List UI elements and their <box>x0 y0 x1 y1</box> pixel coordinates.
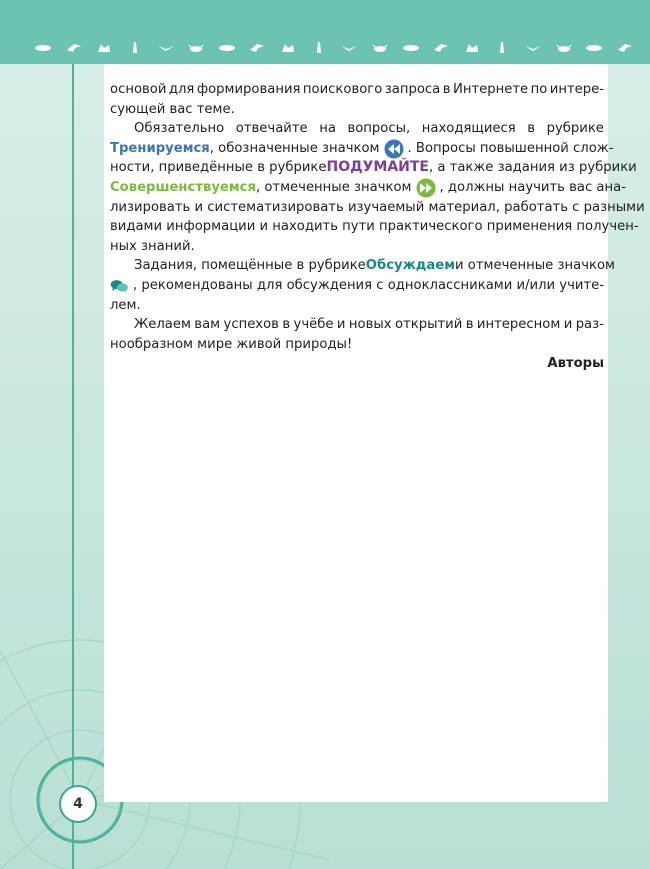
text-span: , отмеченные значком <box>255 179 412 195</box>
signature-line <box>110 354 604 374</box>
p1-line1 <box>110 80 604 100</box>
text-span: видами информации и находить пути практического применения получен- <box>110 219 639 235</box>
crab-icon <box>187 40 205 54</box>
word: учёбе <box>293 317 334 333</box>
text-span: ных знаний. <box>110 238 195 254</box>
word: успехов <box>223 317 279 333</box>
rubric-think: ПОДУМАЙТЕ <box>326 159 429 176</box>
text-span: нообразном мире живой природы! <box>110 336 353 352</box>
ant-icon <box>585 40 603 54</box>
text-span: ности, приведённые в рубрике <box>110 160 327 176</box>
fly-icon <box>524 40 542 54</box>
beetle-icon <box>555 40 573 54</box>
p3-line1 <box>110 256 615 276</box>
word: вопросы, <box>347 121 411 137</box>
text-span: , рекомендованы для обсуждения с одноклассниками и/или учите- <box>133 277 604 293</box>
body-text <box>110 80 645 374</box>
mammoth-icon <box>218 40 236 54</box>
p2-line7 <box>110 237 604 257</box>
word: на <box>319 121 336 137</box>
bird-flying-icon <box>157 40 175 54</box>
kangaroo-icon <box>463 40 481 54</box>
dinosaur-icon <box>95 40 113 54</box>
word: Интернете <box>452 82 529 97</box>
word: открытий <box>395 317 463 333</box>
pterosaur-icon <box>402 40 420 54</box>
seahorse-icon <box>493 40 511 54</box>
p2-line6 <box>110 217 639 237</box>
word: новых <box>348 317 392 333</box>
text-span: и отмеченные значком <box>455 258 615 274</box>
word: и <box>336 317 346 333</box>
p2-line1 <box>110 119 604 139</box>
rewind-icon <box>384 139 404 159</box>
header-band <box>0 0 650 64</box>
text-span: Задания, помещённые в рубрике <box>134 258 366 274</box>
word: основой <box>110 82 167 97</box>
word: формирования <box>196 82 301 97</box>
text-span: лем. <box>110 297 141 313</box>
signature: Авторы <box>547 356 604 372</box>
text-span: , а также задания из рубрики <box>429 160 637 176</box>
p3-line3 <box>110 296 604 316</box>
p2-line4 <box>110 178 626 198</box>
scorpion-icon <box>340 40 358 54</box>
deer-icon <box>432 40 450 54</box>
word: Желаем <box>134 317 191 333</box>
word: находящиеся <box>421 121 516 137</box>
p4-line1 <box>110 315 604 335</box>
text-span: , должны научить вас ана- <box>439 179 626 195</box>
p4-line2 <box>110 335 604 355</box>
seahorse-icon <box>126 40 144 54</box>
p2-line2 <box>110 139 614 159</box>
word: в <box>465 317 474 333</box>
rubric-discuss: Обсуждаем <box>365 258 456 274</box>
word: в <box>442 82 451 97</box>
rubric-improve: Совершенствуемся <box>110 179 256 195</box>
margin-line <box>72 64 74 869</box>
text-span: лизировать и систематизировать изучаемый материал, работать с разными <box>110 199 645 215</box>
discussion-icon <box>110 276 129 296</box>
word: Обязательно <box>134 121 225 137</box>
word: раз- <box>575 317 604 333</box>
word: и <box>563 317 573 333</box>
word: в <box>282 317 291 333</box>
text-span: , обозначенные значком <box>209 140 380 156</box>
word: интересном <box>476 317 561 333</box>
word: в <box>527 121 536 137</box>
word: по <box>530 82 548 97</box>
word: отвечайте <box>235 121 308 137</box>
p1-line2 <box>110 100 604 120</box>
fast-forward-icon <box>416 178 436 198</box>
p2-line5 <box>110 198 645 218</box>
page-number: 4 <box>59 785 97 823</box>
word: рубрике <box>546 121 604 137</box>
horse-icon <box>371 40 389 54</box>
word: запроса <box>384 82 441 97</box>
lizard-icon <box>248 40 266 54</box>
word: поискового <box>302 82 383 97</box>
bird-icon <box>65 40 83 54</box>
p2-line3 <box>110 158 637 178</box>
p3-line2 <box>110 276 604 296</box>
animal-strip <box>34 38 634 56</box>
word: вам <box>194 317 221 333</box>
butterfly-icon <box>279 40 297 54</box>
text-span: сующей вас теме. <box>110 101 235 117</box>
whale-icon <box>34 40 52 54</box>
butterfly-icon <box>616 40 634 54</box>
word: для <box>168 82 195 97</box>
word: интере- <box>549 82 604 97</box>
bison-icon <box>310 40 328 54</box>
text-span: . Вопросы повышенной слож- <box>407 140 614 156</box>
rubric-trainer: Тренируемся <box>110 140 210 156</box>
